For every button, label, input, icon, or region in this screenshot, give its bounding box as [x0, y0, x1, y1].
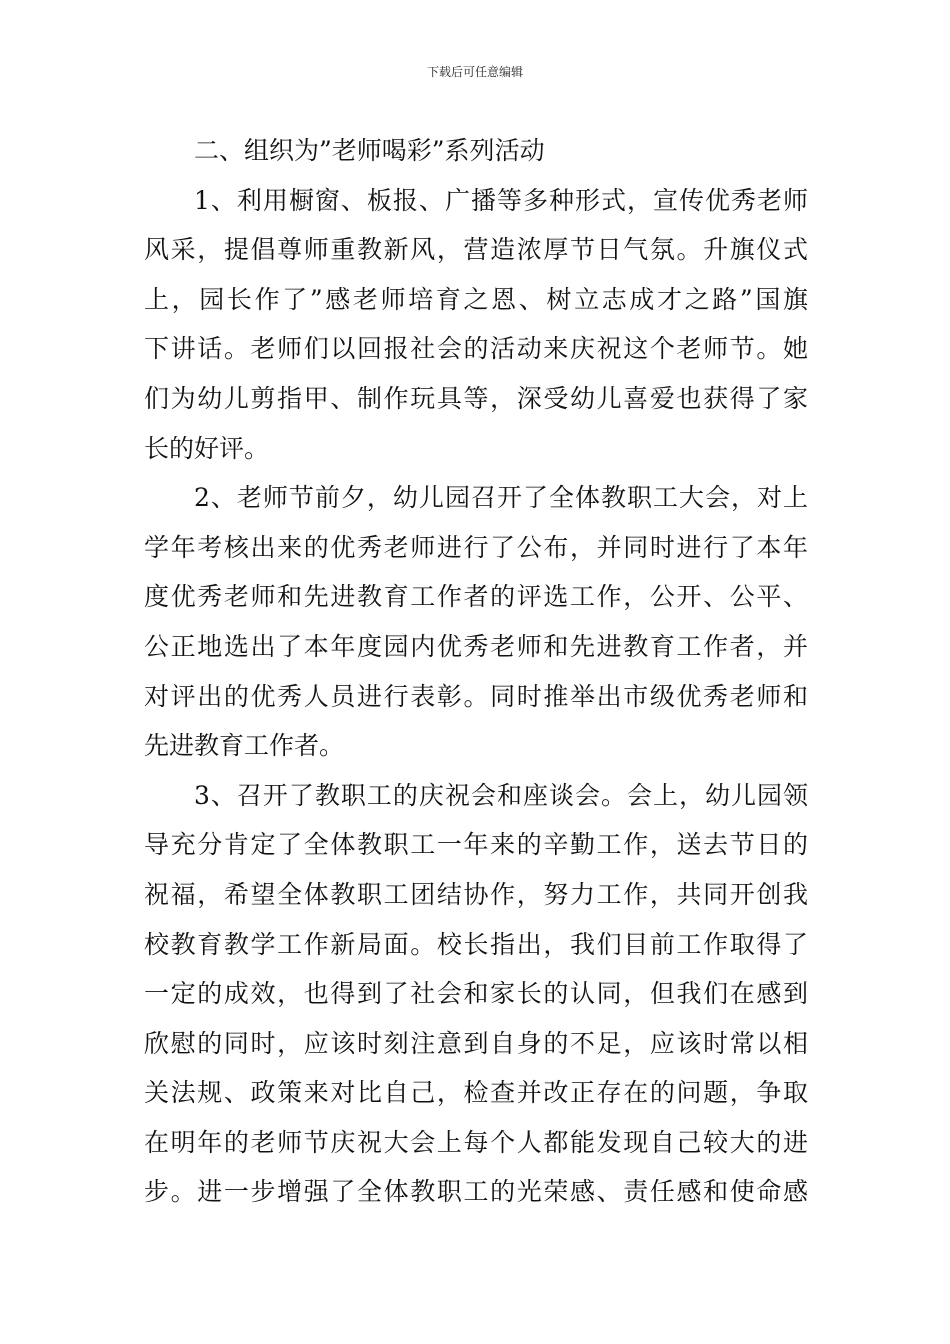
text-line: 导充分肯定了全体教职工一年来的辛勤工作，送去节日的 [144, 830, 808, 860]
text-line: 校教育教学工作新局面。校长指出，我们目前工作取得了 [144, 929, 808, 959]
text-line: 学年考核出来的优秀老师进行了公布，并同时进行了本年 [144, 532, 808, 562]
text-line: 2、老师节前夕，幼儿园召开了全体教职工大会，对上 [194, 483, 808, 513]
page-header: 下载后可任意编辑 [426, 65, 523, 79]
text-line: 欣慰的同时，应该时刻注意到自身的不足，应该时常以相 [144, 1028, 808, 1058]
text-line: 上，园长作了”感老师培育之恩、树立志成才之路”国旗 [144, 284, 808, 314]
text-line: 3、召开了教职工的庆祝会和座谈会。会上，幼儿园领 [194, 780, 808, 810]
text-line: 风采，提倡尊师重教新风，营造浓厚节日气氛。升旗仪式 [144, 235, 808, 265]
text-line: 一定的成效，也得到了社会和家长的认同，但我们在感到 [144, 979, 808, 1009]
text-line: 1、利用橱窗、板报、广播等多种形式，宣传优秀老师 [194, 185, 808, 215]
text-line: 下讲话。老师们以回报社会的活动来庆祝这个老师节。她 [144, 334, 808, 364]
text-line: 祝福，希望全体教职工团结协作，努力工作，共同开创我 [144, 879, 808, 909]
text-line: 步。进一步增强了全体教职工的光荣感、责任感和使命感 [144, 1177, 808, 1207]
text-line: 二、组织为”老师喝彩”系列活动 [194, 136, 545, 165]
text-line: 先进教育工作者。 [144, 731, 345, 761]
text-line: 公正地选出了本年度园内优秀老师和先进教育工作者，并 [144, 631, 808, 661]
text-line: 关法规、政策来对比自己，检查并改正存在的问题，争取 [144, 1078, 808, 1108]
text-line: 在明年的老师节庆祝大会上每个人都能发现自己较大的进 [144, 1127, 808, 1157]
text-line: 们为幼儿剪指甲、制作玩具等，深受幼儿喜爱也获得了家 [144, 383, 808, 413]
document-body [144, 126, 808, 1217]
text-line: 长的好评。 [144, 433, 270, 463]
text-line: 度优秀老师和先进教育工作者的评选工作，公开、公平、 [144, 582, 808, 612]
text-line: 对评出的优秀人员进行表彰。同时推举出市级优秀老师和 [144, 681, 808, 711]
